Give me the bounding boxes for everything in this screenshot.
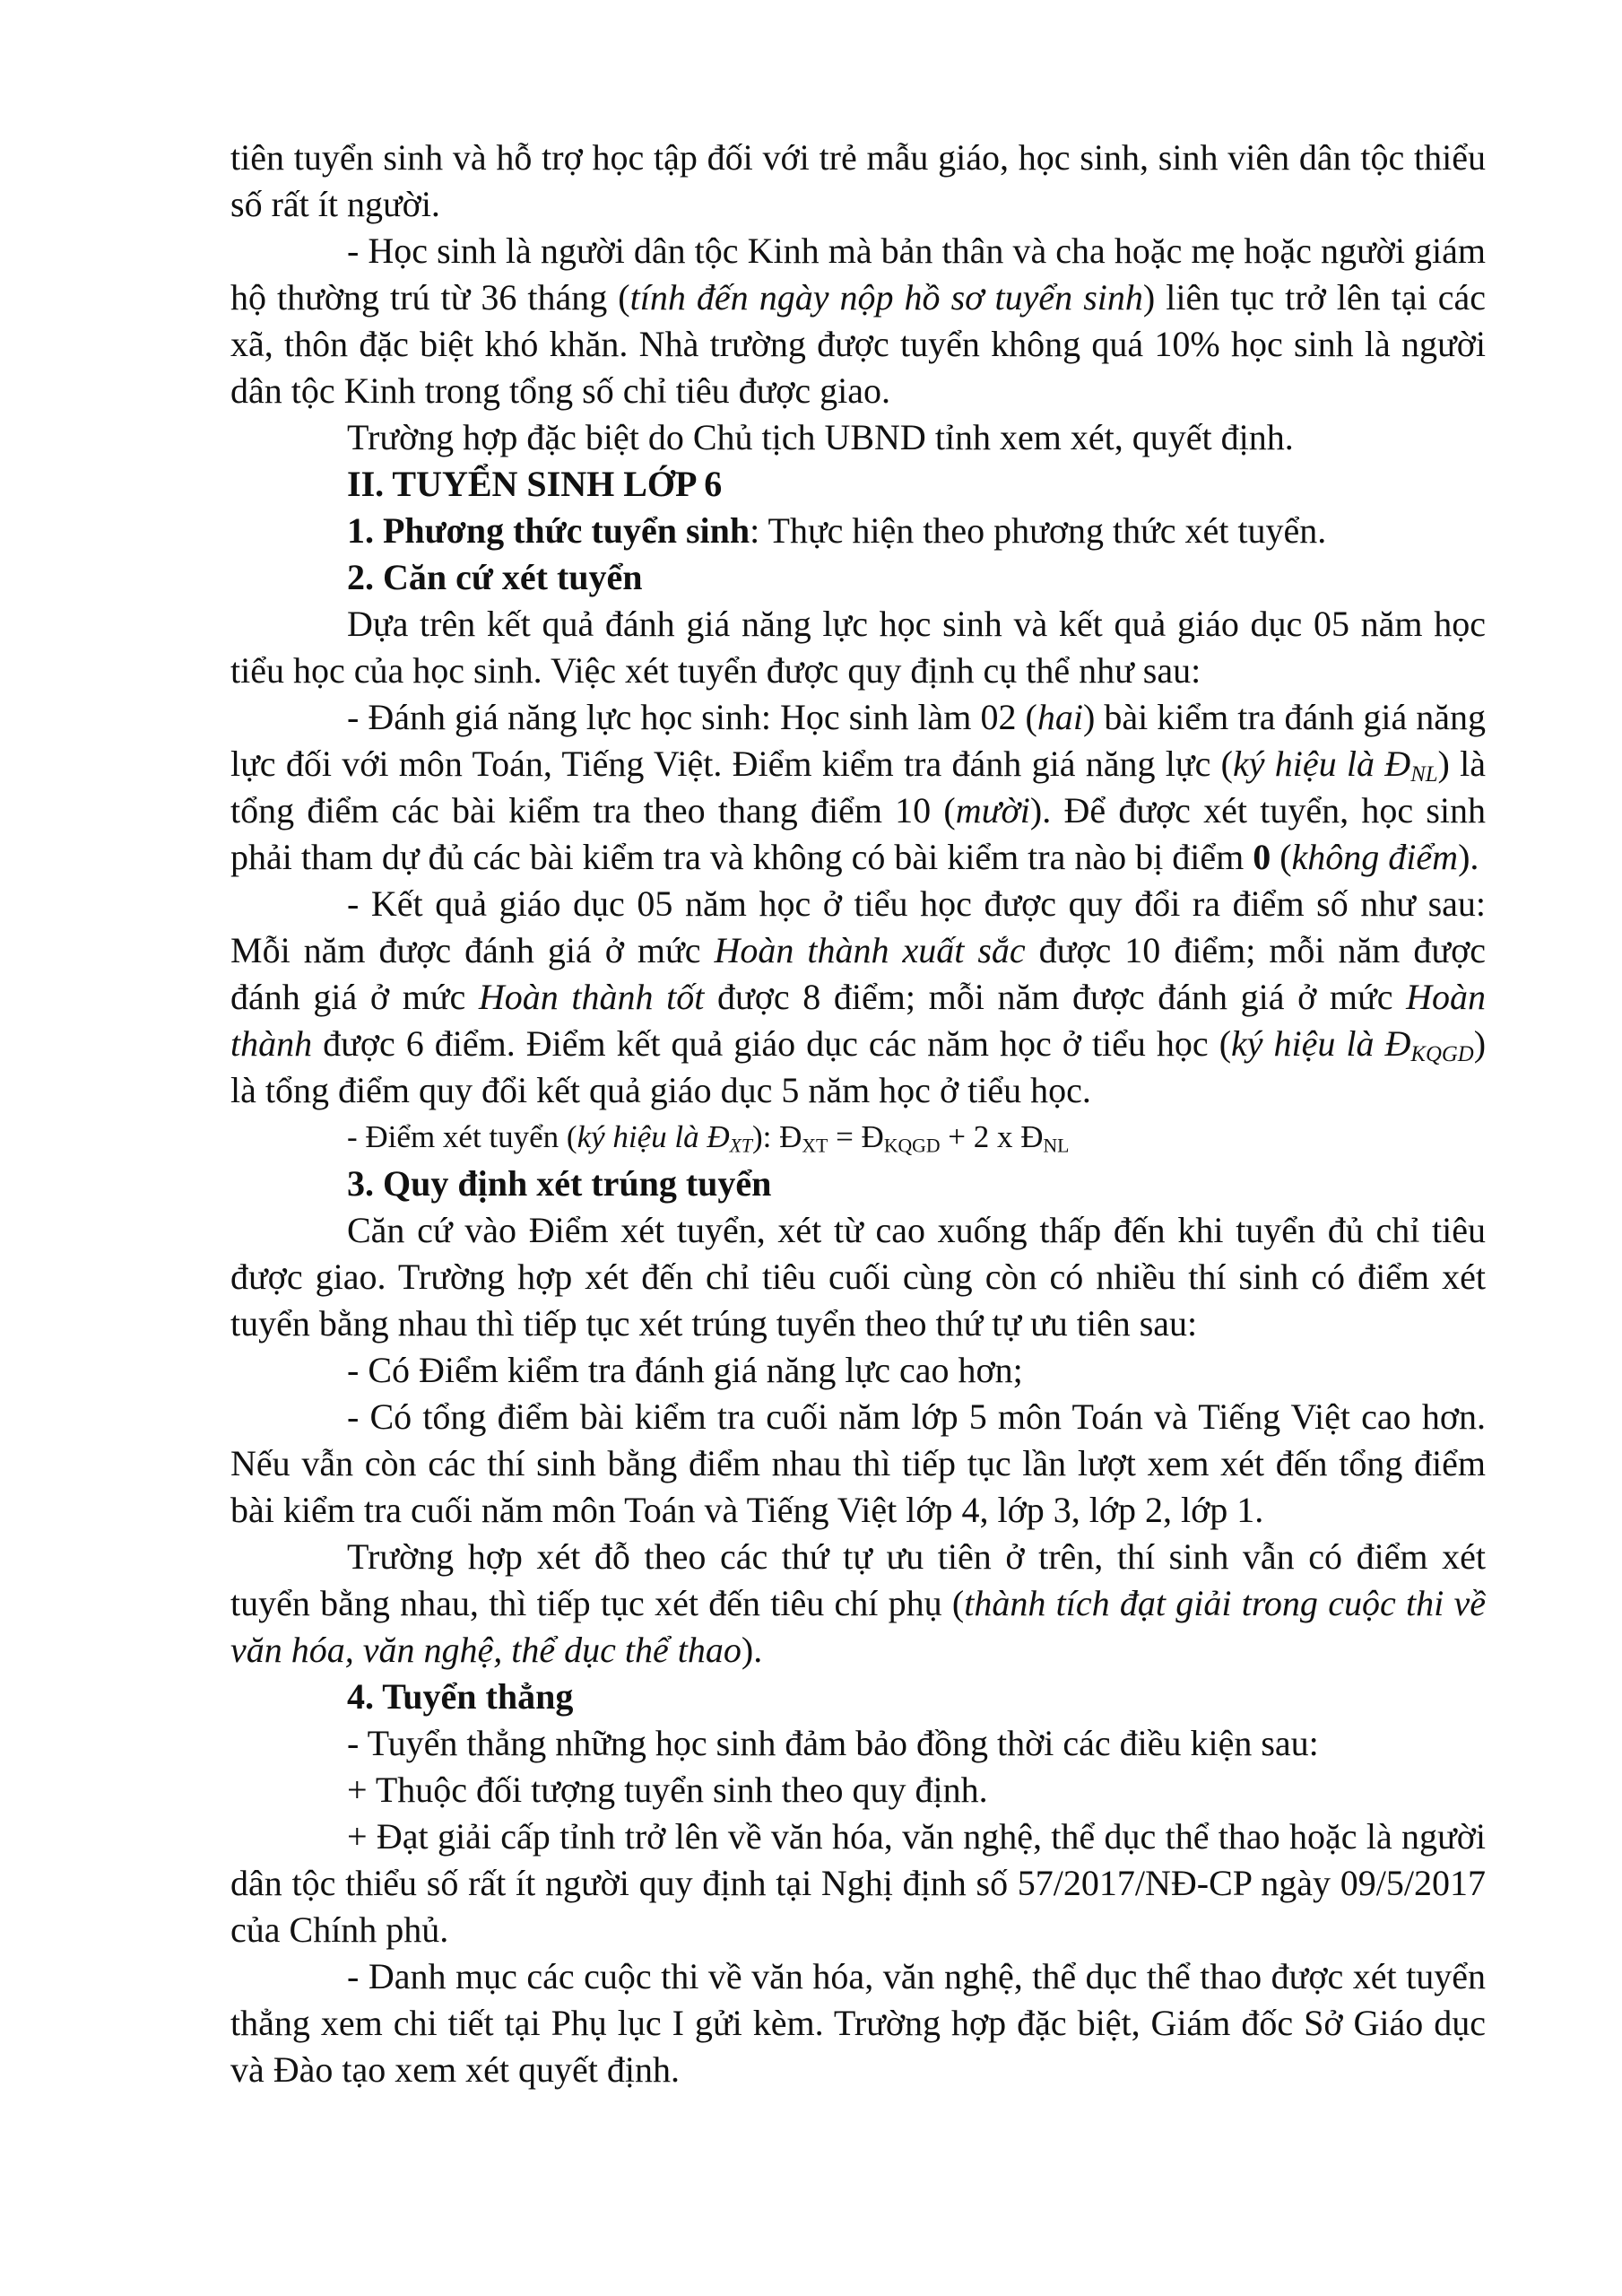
subsection-4-heading: 4. Tuyển thẳng	[347, 1676, 574, 1717]
paragraph-education-results: - Kết quả giáo dục 05 năm học ở tiểu học được quy đổi ra điểm số như sau: Mỗi năm được đánh giá ở mức Hoàn thành xuất sắc được 10 điểm; mỗi năm được đánh giá ở mức Hoàn thành tốt được 8 điểm; mỗi năm được đánh giá ở mức Hoàn thành được 6 điểm. Điểm kết quả giáo dục các năm học ở tiểu học (ký hiệu là $Đ_{KQGD}$) là tổng điểm quy đổi kết quả giáo dục 5 năm học ở tiểu học.	[230, 883, 1487, 1110]
paragraph-priority-1: - Có Điểm kiểm tra đánh giá năng lực cao hơn;	[347, 1350, 1023, 1390]
document-page	[230, 135, 1486, 2093]
paragraph-competence-test: - Đánh giá năng lực học sinh: Học sinh làm 02 (hai) bài kiểm tra đánh giá năng lực đối với môn Toán, Tiếng Việt. Điểm kiểm tra đánh giá năng lực (ký hiệu là $Đ_{NL}$) là tổng điểm các bài kiểm tra theo thang điểm 10 (mười). Để được xét tuyển, học sinh phải tham dự đủ các bài kiểm tra và không có bài kiểm tra nào bị điểm 0 (không điểm).	[230, 697, 1487, 877]
subsection-1: 1. Phương thức tuyển sinh: Thực hiện theo phương thức xét tuyển.	[347, 510, 1327, 551]
paragraph-special-case: Trường hợp đặc biệt do Chủ tịch UBND tỉnh xem xét, quyết định.	[347, 417, 1294, 457]
paragraph-condition-2: + Đạt giải cấp tỉnh trở lên về văn hóa, văn nghệ, thể dục thể thao hoặc là người dân tộc thiểu số rất ít người quy định tại Nghị định số 57/2017/NĐ-CP ngày 09/5/2017 của Chính phủ.	[230, 1816, 1486, 1950]
paragraph-direct-admission: - Tuyển thẳng những học sinh đảm bảo đồng thời các điều kiện sau:	[347, 1723, 1319, 1763]
paragraph-basis: Dựa trên kết quả đánh giá năng lực học sinh và kết quả giáo dục 05 năm học tiểu học của học sinh. Việc xét tuyển được quy định cụ thể như sau:	[230, 604, 1486, 691]
subsection-2-heading: 2. Căn cứ xét tuyển	[347, 557, 643, 597]
paragraph-priority-2: - Có tổng điểm bài kiểm tra cuối năm lớp 5 môn Toán và Tiếng Việt cao hơn. Nếu vẫn còn các thí sinh bằng điểm nhau thì tiếp tục lần lượt xem xét đến tổng điểm bài kiểm tra cuối năm môn Toán và Tiếng Việt lớp 4, lớp 3, lớp 2, lớp 1.	[230, 1396, 1486, 1530]
section-heading: II. TUYỂN SINH LỚP 6	[347, 464, 723, 504]
paragraph-tiebreak: Trường hợp xét đỗ theo các thứ tự ưu tiên ở trên, thí sinh vẫn có điểm xét tuyển bằng nhau, thì tiếp tục xét đến tiêu chí phụ (thành tích đạt giải trong cuộc thi về văn hóa, văn nghệ, thể dục thể thao).	[230, 1536, 1486, 1670]
subsection-3-heading: 3. Quy định xét trúng tuyển	[347, 1163, 772, 1204]
paragraph-continuation: tiên tuyển sinh và hỗ trợ học tập đối với trẻ mẫu giáo, học sinh, sinh viên dân tộc thiểu số rất ít người.	[230, 137, 1486, 224]
paragraph-ranking: Căn cứ vào Điểm xét tuyển, xét từ cao xuống thấp đến khi tuyển đủ chỉ tiêu được giao. Trường hợp xét đến chỉ tiêu cuối cùng còn có nhiều thí sinh có điểm xét tuyển bằng nhau thì tiếp tục xét trúng tuyển theo thứ tự ưu tiên sau:	[230, 1210, 1486, 1344]
formula-admission-score: - Điểm xét tuyển (ký hiệu là $Đ_{XT}$): $Đ_{XT}$ = $Đ_{KQGD} + 2$ x $Đ_{NL}$	[347, 1119, 1070, 1157]
paragraph-condition-1: + Thuộc đối tượng tuyển sinh theo quy định.	[347, 1770, 988, 1810]
paragraph-kinh-students: - Học sinh là người dân tộc Kinh mà bản thân và cha hoặc mẹ hoặc người giám hộ thường trú từ 36 tháng (tính đến ngày nộp hồ sơ tuyển sinh) liên tục trở lên tại các xã, thôn đặc biệt khó khăn. Nhà trường được tuyển không quá 10% học sinh là người dân tộc Kinh trong tổng số chỉ tiêu được giao.	[230, 230, 1486, 411]
paragraph-competition-list: - Danh mục các cuộc thi về văn hóa, văn nghệ, thể dục thể thao được xét tuyển thẳng xem chi tiết tại Phụ lục I gửi kèm. Trường hợp đặc biệt, Giám đốc Sở Giáo dục và Đào tạo xem xét quyết định.	[230, 1956, 1486, 2090]
